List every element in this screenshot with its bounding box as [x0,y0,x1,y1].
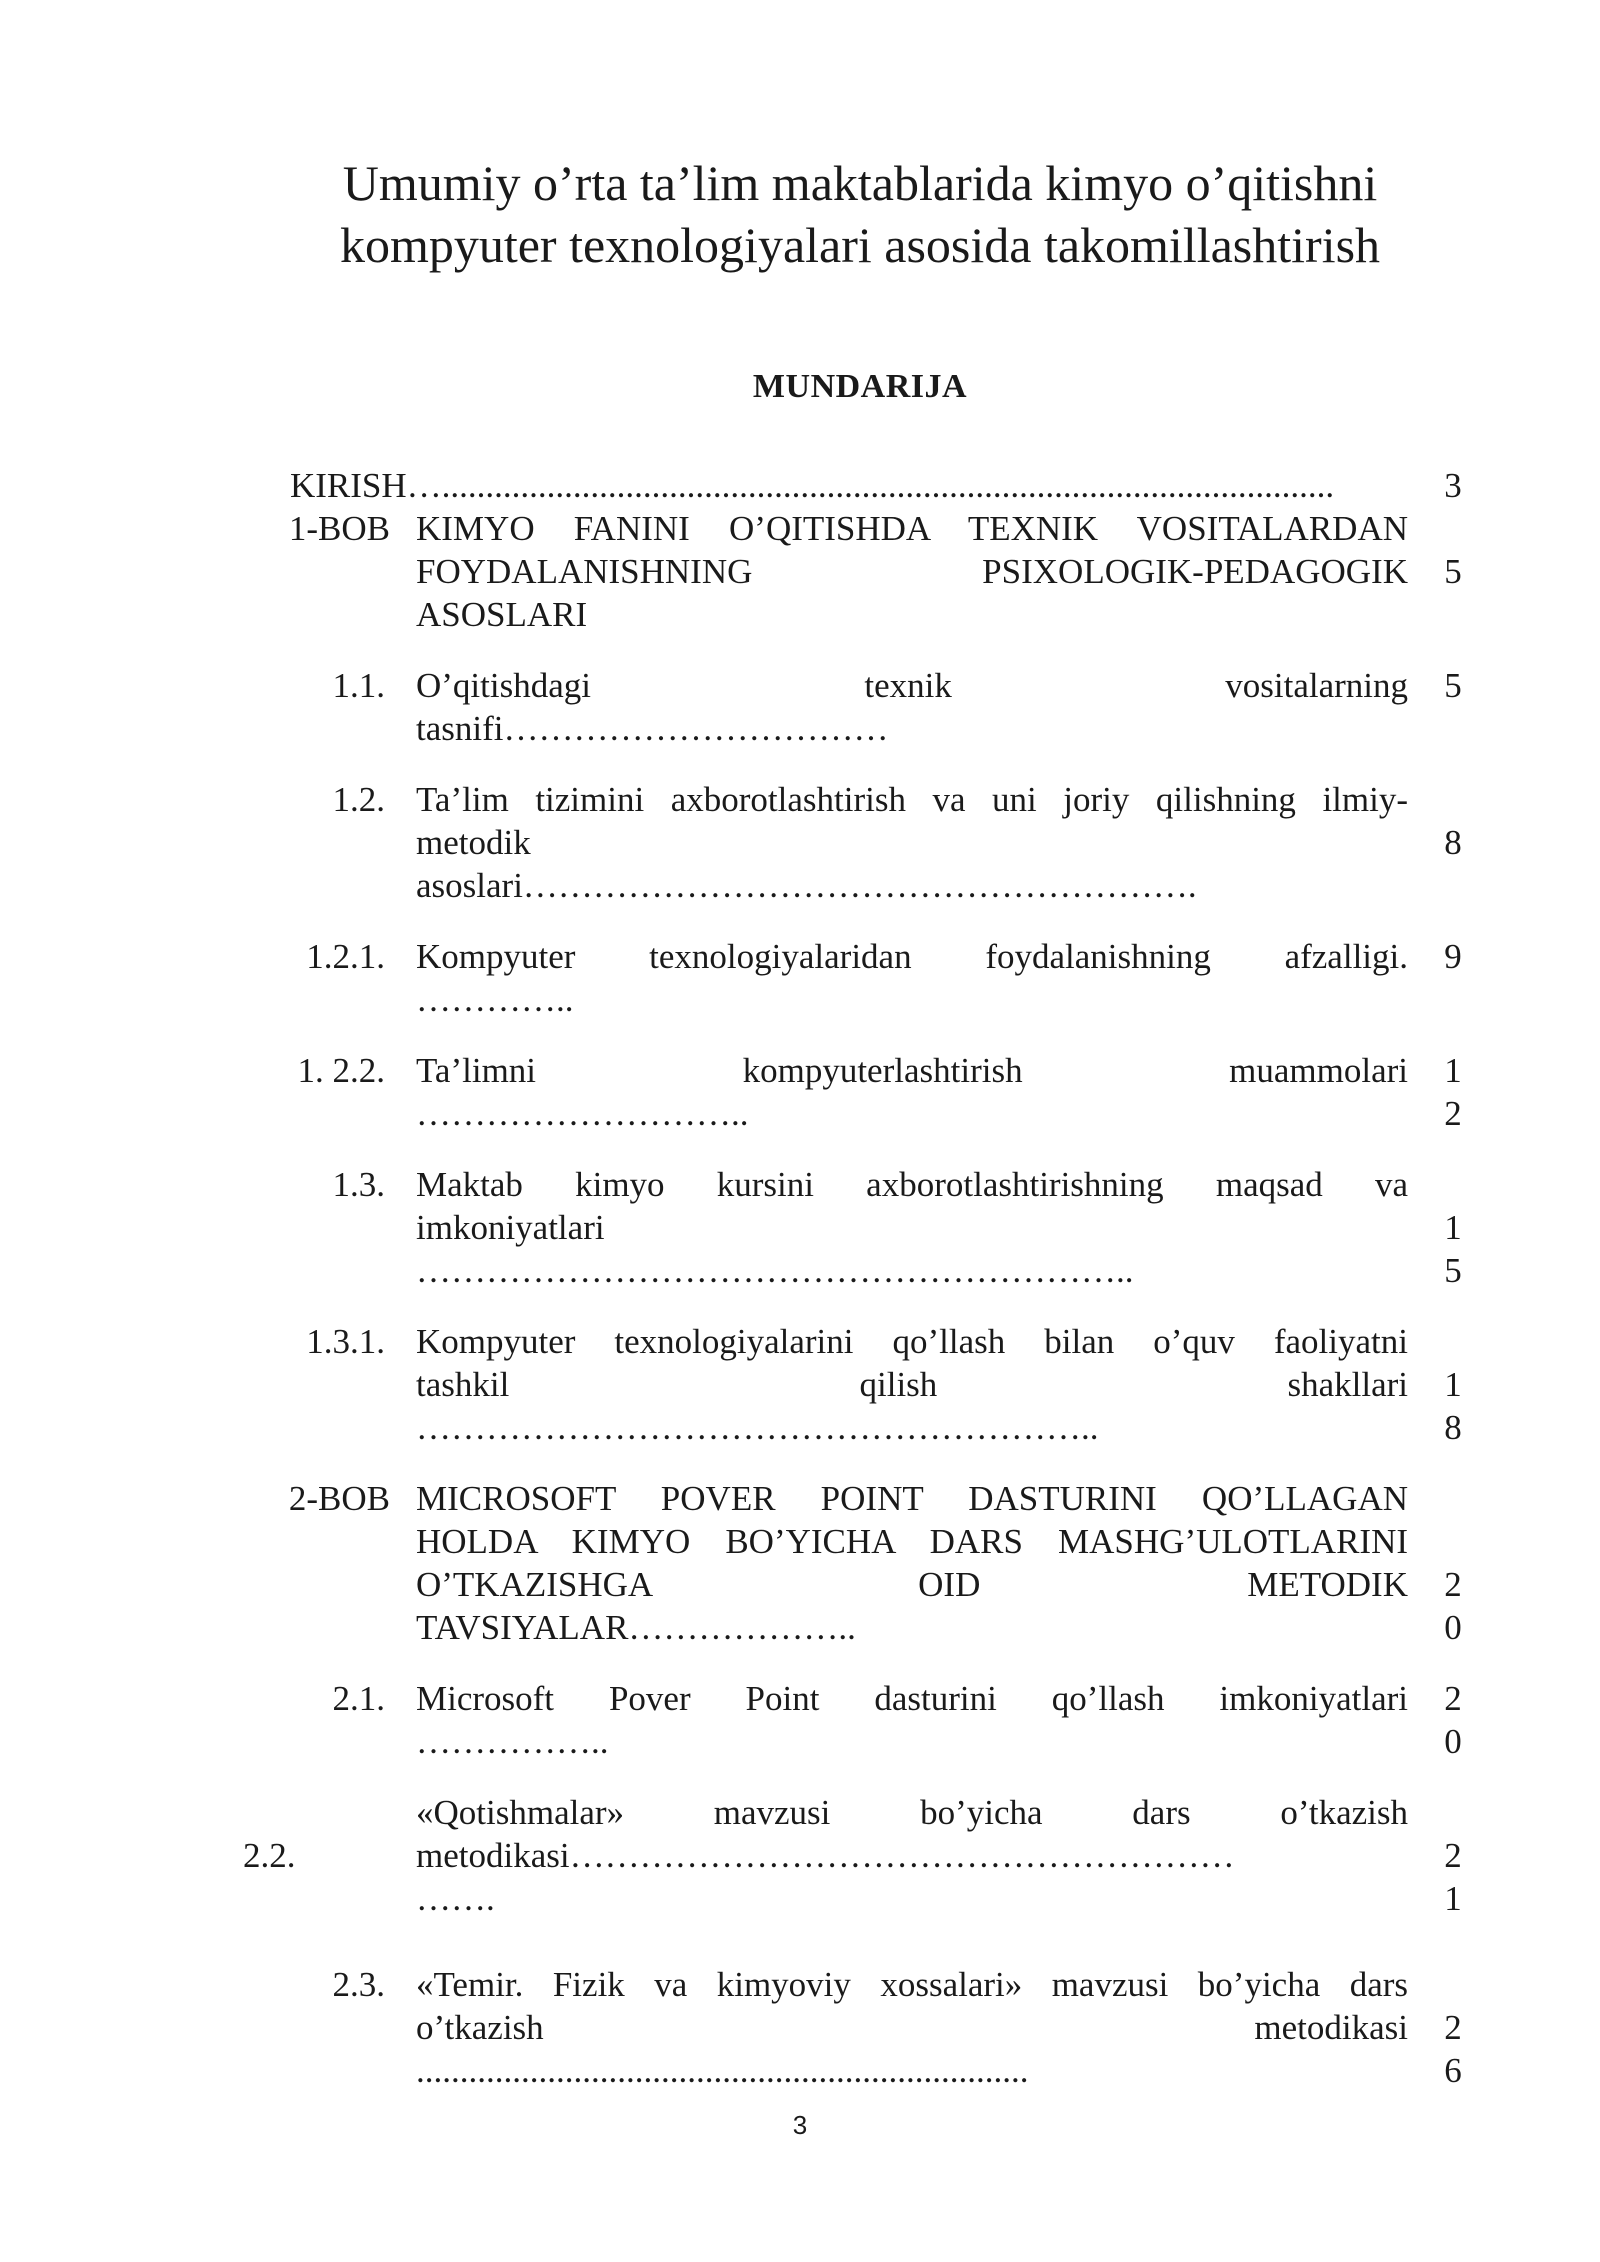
page-number: 3 [792,2110,808,2140]
toc-entry-text: KIRISH…...................................................................................................... [290,466,1335,505]
toc-entry-number: 1.2.1. [306,937,385,976]
toc-entry-page: 1 5 [1444,1208,1462,1290]
toc-entry-number: 1.3.1. [306,1322,385,1361]
toc-entry-text: Kompyuter texnologiyalarini qo’llash bilan o’quv faoliyatni tashkil qilish shakllari ………………………………………………….. [416,1322,1408,1447]
toc-entry-page: 2 0 [1444,1679,1462,1761]
toc-entry-page: 2 1 [1444,1836,1462,1918]
toc-entry-page: 5 [1444,552,1462,591]
toc-entry-text: MICROSOFT POVER POINT DASTURINI QO’LLAGAN HOLDA KIMYO BO’YICHA DARS MASHG’ULOTLARINI O’TKAZISHGA OID METODIK TAVSIYALAR……………….. [416,1479,1408,1647]
toc-entry-text: Maktab kimyo kursini axborotlashtirishning maqsad va imkoniyatlari …………………………………………………….. [416,1165,1408,1290]
toc-entry-number: 1.2. [332,780,385,819]
toc-entry-text: «Temir. Fizik va kimyoviy xossalari» mavzusi bo’yicha dars o’tkazish metodikasi ...................................................................... [416,1965,1408,2090]
toc-entry-page: 8 [1444,823,1462,862]
toc-entry-text: «Qotishmalar» mavzusi bo’yicha dars o’tkazish metodikasi………………………………………………… ……. [416,1793,1408,1918]
toc-heading: MUNDARIJA [752,368,968,405]
title-line-2: kompyuter texnologiyalari asosida takomillashtirish [339,217,1381,273]
document-title [240,152,1480,276]
toc-entry-page: 9 [1444,937,1462,976]
toc-entry-text: Kompyuter texnologiyalaridan foydalanishning afzalligi. ………….. [416,937,1408,1019]
toc-entry-page: 1 8 [1444,1365,1462,1447]
toc-entry-page: 2 0 [1444,1565,1462,1647]
toc-entry-number: 2.1. [332,1679,385,1718]
toc-entry-text: KIMYO FANINI O’QITISHDA TEXNIK VOSITALARDAN FOYDALANISHNING PSIXOLOGIK-PEDAGOGIK ASOSLARI [416,509,1408,634]
toc-entry-number: 1-BOB [288,509,390,548]
toc-entry-page: 3 [1444,466,1462,505]
toc-entry-number: 1. 2.2. [297,1051,385,1090]
toc-entry-text: Ta’lim tizimini axborotlashtirish va uni joriy qilishning ilmiy- metodik asoslari…………………………………………………. [416,780,1408,905]
toc-entry-text: Microsoft Pover Point dasturini qo’llash imkoniyatlari …………….. [416,1679,1408,1761]
title-line-1: Umumiy o’rta ta’lim maktablarida kimyo o’qitishni [342,155,1378,211]
toc-entry-number: 1.1. [332,666,385,705]
toc-entry-number: 2.2. [243,1836,296,1875]
toc-entry-page: 1 2 [1444,1051,1462,1133]
toc-entry-page: 2 6 [1444,2008,1462,2090]
toc-entry-number: 2.3. [332,1965,385,2004]
toc-entry-number: 2-BOB [288,1479,390,1518]
toc-entry-text: O’qitishdagi texnik vositalarning tasnifi…………………………… [416,666,1408,748]
toc-entry-page: 5 [1444,666,1462,705]
toc-entry-text: Ta’limni kompyuterlashtirish muammolari ……………………….. [416,1051,1408,1133]
toc-entry-number: 1.3. [332,1165,385,1204]
